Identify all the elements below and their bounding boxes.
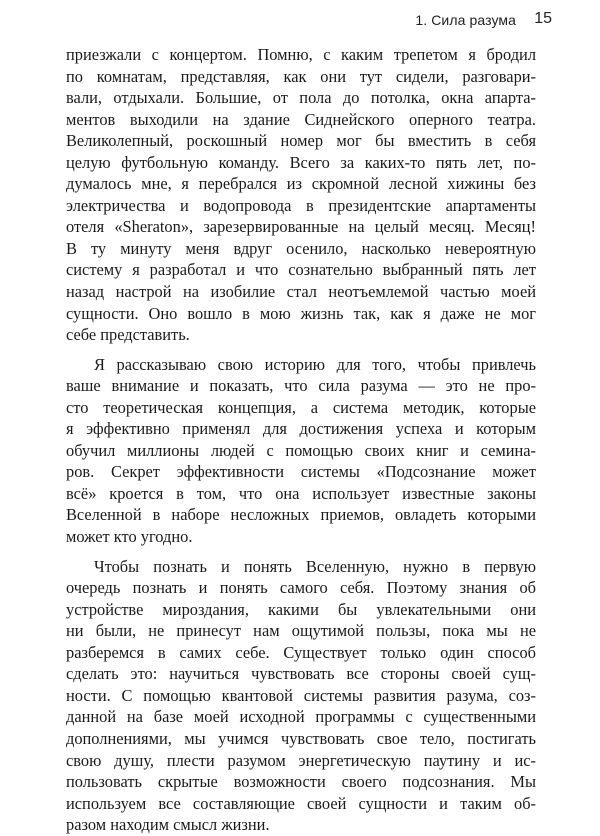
text-line: ров. Секрет эффективности системы «Подсознание может [66, 462, 536, 482]
text-line: себе представить. [66, 325, 190, 345]
paragraph-gap [66, 346, 536, 354]
text-line: ни были, не принесут нам ощутимой пользы, пока мы не [66, 621, 536, 641]
text-line: устройстве мироздания, какими бы увлекательными они [66, 599, 536, 619]
text-line: сделать это: научиться чувствовать все стороны своей сущ- [66, 664, 536, 684]
text-line: В ту минуту меня вдруг осенило, насколько невероятную [66, 238, 536, 258]
text-line: сто теоретическая концепция, а система методик, которые [66, 397, 536, 417]
text-line: Чтобы познать и понять Вселенную, нужно в первую [94, 556, 536, 576]
page-number: 15 [534, 10, 552, 27]
text-line: используем все составляющие своей сущности и таким об- [66, 793, 536, 813]
text-line: приезжали с концертом. Помню, с каким трепетом я бродил [66, 45, 536, 64]
body-text [66, 44, 536, 836]
text-line: всё» кроется в том, что она использует известные законы [66, 483, 536, 503]
text-line: я эффективно применял для достижения успеха и которым [66, 419, 536, 439]
text-line: ности. С помощью квантовой системы развития разума, соз- [66, 685, 536, 705]
text-line: может кто угодно. [66, 527, 193, 547]
text-line: назад настрой на изобилие стал неотъемлемой частью моей [66, 282, 536, 302]
text-line: отеля «Sheraton», зарезервированные на целый месяц. Месяц! [66, 217, 536, 237]
paragraph-3 [66, 556, 536, 836]
text-line: Вселенной в наборе несложных приемов, овладеть которыми [66, 505, 536, 525]
text-line: разберемся в самих себе. Существует только один способ [66, 642, 536, 662]
text-line: ментов выходили на здание Сиднейского оперного театра. [66, 109, 536, 129]
text-line: очередь познать и понять самого себя. Поэтому знания об [66, 578, 536, 598]
text-line: целую футбольную команду. Всего за каких-то пять лет, по- [66, 152, 536, 172]
text-line: дополнениями, мы учимся чувствовать свое тело, постигать [66, 728, 536, 748]
text-line: систему я разработал и что сознательно выбранный пять лет [66, 260, 536, 280]
text-line: по комнатам, представляя, как они тут сидели, разговари- [66, 66, 536, 86]
paragraph-2 [66, 354, 536, 548]
text-line: ваше внимание и показать, что сила разума — это не про- [66, 376, 536, 396]
text-line: вали, отдыхали. Большие, от пола до потолка, окна апарта- [66, 88, 536, 108]
text-line: разом находим смысл жизни. [66, 815, 270, 835]
text-line: электричества и водопровода в президентские апартаменты [66, 195, 536, 215]
text-line: сущности. Оно вошло в мою жизнь так, как я даже не мог [66, 303, 536, 323]
text-line: Великолепный, роскошный номер мог бы вместить в себя [66, 131, 536, 151]
text-line: думалось мне, я перебрался из скромной лесной хижины без [66, 174, 536, 194]
text-line: пользовать скрытые возможности своего подсознания. Мы [66, 772, 536, 792]
text-line: Я рассказываю свою историю для того, чтобы привлечь [94, 354, 536, 374]
paragraph-1 [66, 44, 536, 346]
text-line: свою душу, плести разумом энергетическую паутину и ис- [66, 750, 536, 770]
text-line: данной на базе моей исходной программы с существенными [66, 707, 536, 727]
running-head-chapter: 1. Сила разума [415, 12, 516, 28]
text-line: обучил миллионы людей с помощью своих книг и семина- [66, 440, 536, 460]
paragraph-gap [66, 548, 536, 556]
